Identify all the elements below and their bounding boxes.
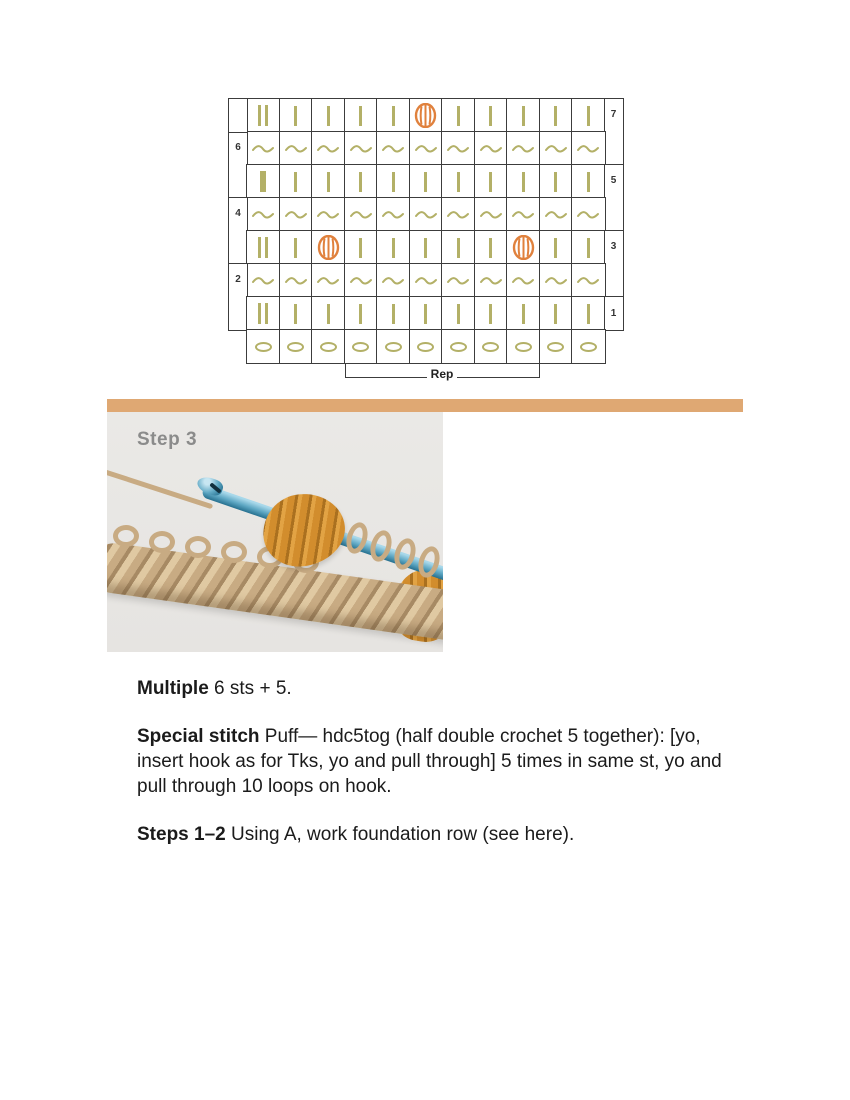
wave-cell	[507, 264, 540, 297]
wave-cell	[377, 198, 410, 231]
bar-cell	[442, 297, 475, 330]
chain-cell	[572, 330, 605, 363]
wave-cell	[475, 132, 508, 165]
braid-loop	[149, 531, 175, 553]
bar-cell	[475, 165, 508, 198]
bar-cell	[280, 99, 313, 132]
wave-cell	[540, 198, 573, 231]
wave-cell	[410, 198, 443, 231]
bar-cell	[280, 231, 313, 264]
bar-cell	[540, 99, 573, 132]
chain-cell	[442, 330, 475, 363]
tss-bar-symbol	[392, 238, 395, 258]
paragraph-steps	[137, 822, 737, 847]
chain-symbol	[450, 342, 467, 352]
wave-cell	[280, 264, 313, 297]
chain-symbol	[385, 342, 402, 352]
return-wave-symbol	[544, 276, 568, 286]
bar-cell	[475, 99, 508, 132]
wave-cell	[442, 132, 475, 165]
tss-bar-symbol	[327, 304, 330, 324]
puff-cell	[507, 231, 540, 264]
return-wave-symbol	[446, 144, 470, 154]
wave-cell	[312, 198, 345, 231]
bar-cell	[312, 297, 345, 330]
tss-bar-symbol	[424, 238, 427, 258]
steps-label: Steps 1–2	[137, 824, 226, 845]
steps-body: Using A, work foundation row (see here).	[225, 824, 575, 845]
chain-cell	[475, 330, 508, 363]
return-wave-symbol	[414, 276, 438, 286]
bar-cell	[312, 99, 345, 132]
tss-bar-symbol	[359, 304, 362, 324]
multiple-body: 6 sts + 5.	[208, 678, 292, 699]
corner-empty-cell	[229, 99, 247, 132]
tss-bar-symbol	[554, 238, 557, 258]
multiple-label: Multiple	[137, 678, 209, 699]
return-wave-symbol	[381, 276, 405, 286]
tss-bar-symbol	[587, 304, 590, 324]
bar-cell	[540, 165, 573, 198]
special-stitch-label: Special stitch	[137, 726, 260, 747]
braid-loop	[185, 536, 211, 558]
edge-double-bar-symbol	[258, 303, 268, 324]
chain-cell	[377, 330, 410, 363]
return-wave-symbol	[446, 276, 470, 286]
return-wave-symbol	[511, 144, 535, 154]
return-wave-symbol	[284, 276, 308, 286]
photo-step-label: Step 3	[137, 429, 198, 450]
chain-symbol	[320, 342, 337, 352]
tss-bar-symbol	[522, 106, 525, 126]
bar-cell	[442, 165, 475, 198]
return-wave-symbol	[544, 144, 568, 154]
return-wave-symbol	[284, 144, 308, 154]
end-cell	[247, 231, 280, 264]
tss-bar-symbol	[359, 172, 362, 192]
tss-bar-symbol	[554, 304, 557, 324]
row-number-5: 5	[605, 165, 623, 231]
wave-cell	[410, 132, 443, 165]
bar-cell	[312, 165, 345, 198]
puff-symbol	[317, 235, 340, 260]
puff-symbol	[414, 103, 437, 128]
step-photo	[107, 412, 443, 652]
bar-cell	[507, 99, 540, 132]
bar-cell	[410, 165, 443, 198]
bar-cell	[507, 297, 540, 330]
bar-cell	[377, 99, 410, 132]
bar-cell	[345, 297, 378, 330]
chain-symbol	[352, 342, 369, 352]
return-wave-symbol	[284, 210, 308, 220]
wave-cell	[345, 264, 378, 297]
tss-bar-symbol	[489, 238, 492, 258]
wave-cell	[475, 264, 508, 297]
row-number-4: 4	[229, 198, 247, 264]
wave-cell	[507, 198, 540, 231]
chain-symbol	[417, 342, 434, 352]
tss-bar-symbol	[392, 304, 395, 324]
bar-cell	[507, 165, 540, 198]
return-wave-symbol	[414, 144, 438, 154]
bar-cell	[572, 165, 605, 198]
wave-cell	[377, 264, 410, 297]
tss-bar-symbol	[587, 106, 590, 126]
chain-symbol	[255, 342, 272, 352]
row-number-1: 1	[605, 297, 623, 330]
wave-cell	[572, 264, 605, 297]
return-wave-symbol	[349, 276, 373, 286]
bar-cell	[345, 99, 378, 132]
return-wave-symbol	[251, 144, 275, 154]
stitch-chart	[229, 99, 623, 396]
chain-cell	[312, 330, 345, 363]
paragraph-special-stitch	[137, 724, 737, 799]
return-wave-symbol	[511, 210, 535, 220]
tss-bar-symbol	[489, 106, 492, 126]
tss-bar-symbol	[489, 172, 492, 192]
return-wave-symbol	[511, 276, 535, 286]
tss-bar-symbol	[554, 106, 557, 126]
return-wave-symbol	[381, 210, 405, 220]
return-wave-symbol	[446, 210, 470, 220]
bar-cell	[475, 231, 508, 264]
chain-cell	[540, 330, 573, 363]
chain-cell	[507, 330, 540, 363]
tss-bar-symbol	[294, 304, 297, 324]
return-wave-symbol	[479, 144, 503, 154]
wave-cell	[247, 132, 280, 165]
special-stitch-body: Puff— hdc5tog (half double crochet 5 together): [yo, insert hook as for Tks, yo and pull through] 5 times in same st, yo and pull through 10 loops on hook.	[137, 726, 722, 797]
end-cell	[247, 297, 280, 330]
return-wave-symbol	[414, 210, 438, 220]
tss-bar-symbol	[294, 172, 297, 192]
bar-cell	[377, 297, 410, 330]
tss-bar-symbol	[457, 304, 460, 324]
braid-loop	[221, 541, 247, 563]
chain-symbol	[515, 342, 532, 352]
bar-cell	[345, 165, 378, 198]
chain-cell	[345, 330, 378, 363]
tss-bar-symbol	[359, 238, 362, 258]
chain-cell	[410, 330, 443, 363]
return-wave-symbol	[576, 276, 600, 286]
edge-thick-bar-symbol	[260, 171, 266, 192]
return-wave-symbol	[251, 210, 275, 220]
wave-cell	[540, 264, 573, 297]
puff-cell	[410, 99, 443, 132]
wave-cell	[410, 264, 443, 297]
edge-double-bar-symbol	[258, 237, 268, 258]
wave-cell	[312, 264, 345, 297]
paragraph-multiple	[137, 676, 737, 701]
row-number-3: 3	[605, 231, 623, 297]
chain-symbol	[547, 342, 564, 352]
tss-bar-symbol	[424, 172, 427, 192]
return-wave-symbol	[381, 144, 405, 154]
wave-cell	[345, 132, 378, 165]
tss-bar-symbol	[522, 172, 525, 192]
bar-cell	[540, 231, 573, 264]
chain-symbol	[482, 342, 499, 352]
tss-bar-symbol	[294, 106, 297, 126]
bar-cell	[377, 231, 410, 264]
wave-cell	[507, 132, 540, 165]
tss-bar-symbol	[489, 304, 492, 324]
wave-cell	[442, 198, 475, 231]
tss-bar-symbol	[522, 304, 525, 324]
wave-cell	[572, 132, 605, 165]
tss-bar-symbol	[294, 238, 297, 258]
tss-bar-symbol	[359, 106, 362, 126]
bar-cell	[377, 165, 410, 198]
puff-symbol	[512, 235, 535, 260]
bar-cell	[345, 231, 378, 264]
tss-bar-symbol	[554, 172, 557, 192]
tss-bar-symbol	[392, 106, 395, 126]
thick-cell	[247, 165, 280, 198]
end-cell	[247, 99, 280, 132]
repeat-bracket	[345, 363, 540, 381]
bar-cell	[572, 231, 605, 264]
return-wave-symbol	[576, 144, 600, 154]
wave-cell	[247, 264, 280, 297]
bar-cell	[572, 297, 605, 330]
wave-cell	[377, 132, 410, 165]
tss-bar-symbol	[587, 172, 590, 192]
return-wave-symbol	[316, 210, 340, 220]
chain-cell	[247, 330, 280, 363]
return-wave-symbol	[316, 276, 340, 286]
wave-cell	[247, 198, 280, 231]
wave-cell	[345, 198, 378, 231]
chain-symbol	[287, 342, 304, 352]
wave-cell	[540, 132, 573, 165]
bar-cell	[442, 99, 475, 132]
yarn-strand	[107, 468, 213, 509]
repeat-label: Rep	[427, 370, 458, 379]
tss-bar-symbol	[327, 172, 330, 192]
return-wave-symbol	[479, 276, 503, 286]
row-number-2: 2	[229, 264, 247, 330]
tss-bar-symbol	[587, 238, 590, 258]
tss-bar-symbol	[392, 172, 395, 192]
return-wave-symbol	[251, 276, 275, 286]
bar-cell	[410, 231, 443, 264]
bar-cell	[410, 297, 443, 330]
wave-cell	[312, 132, 345, 165]
chain-symbol	[580, 342, 597, 352]
section-divider-bar	[107, 399, 743, 412]
wave-cell	[475, 198, 508, 231]
return-wave-symbol	[576, 210, 600, 220]
bar-cell	[442, 231, 475, 264]
tss-bar-symbol	[424, 304, 427, 324]
return-wave-symbol	[316, 144, 340, 154]
braid-loop	[113, 525, 139, 547]
wave-cell	[280, 198, 313, 231]
puff-cell	[312, 231, 345, 264]
wave-cell	[280, 132, 313, 165]
row-number-7: 7	[605, 99, 623, 165]
tss-bar-symbol	[327, 106, 330, 126]
chain-cell	[280, 330, 313, 363]
return-wave-symbol	[349, 144, 373, 154]
instruction-text	[137, 676, 737, 870]
row-number-6: 6	[229, 132, 247, 198]
bar-cell	[475, 297, 508, 330]
bar-cell	[280, 165, 313, 198]
tss-bar-symbol	[457, 172, 460, 192]
return-wave-symbol	[479, 210, 503, 220]
return-wave-symbol	[349, 210, 373, 220]
edge-double-bar-symbol	[258, 105, 268, 126]
wave-cell	[442, 264, 475, 297]
return-wave-symbol	[544, 210, 568, 220]
wave-cell	[572, 198, 605, 231]
tss-bar-symbol	[457, 238, 460, 258]
tss-bar-symbol	[457, 106, 460, 126]
bar-cell	[572, 99, 605, 132]
bar-cell	[540, 297, 573, 330]
bar-cell	[280, 297, 313, 330]
